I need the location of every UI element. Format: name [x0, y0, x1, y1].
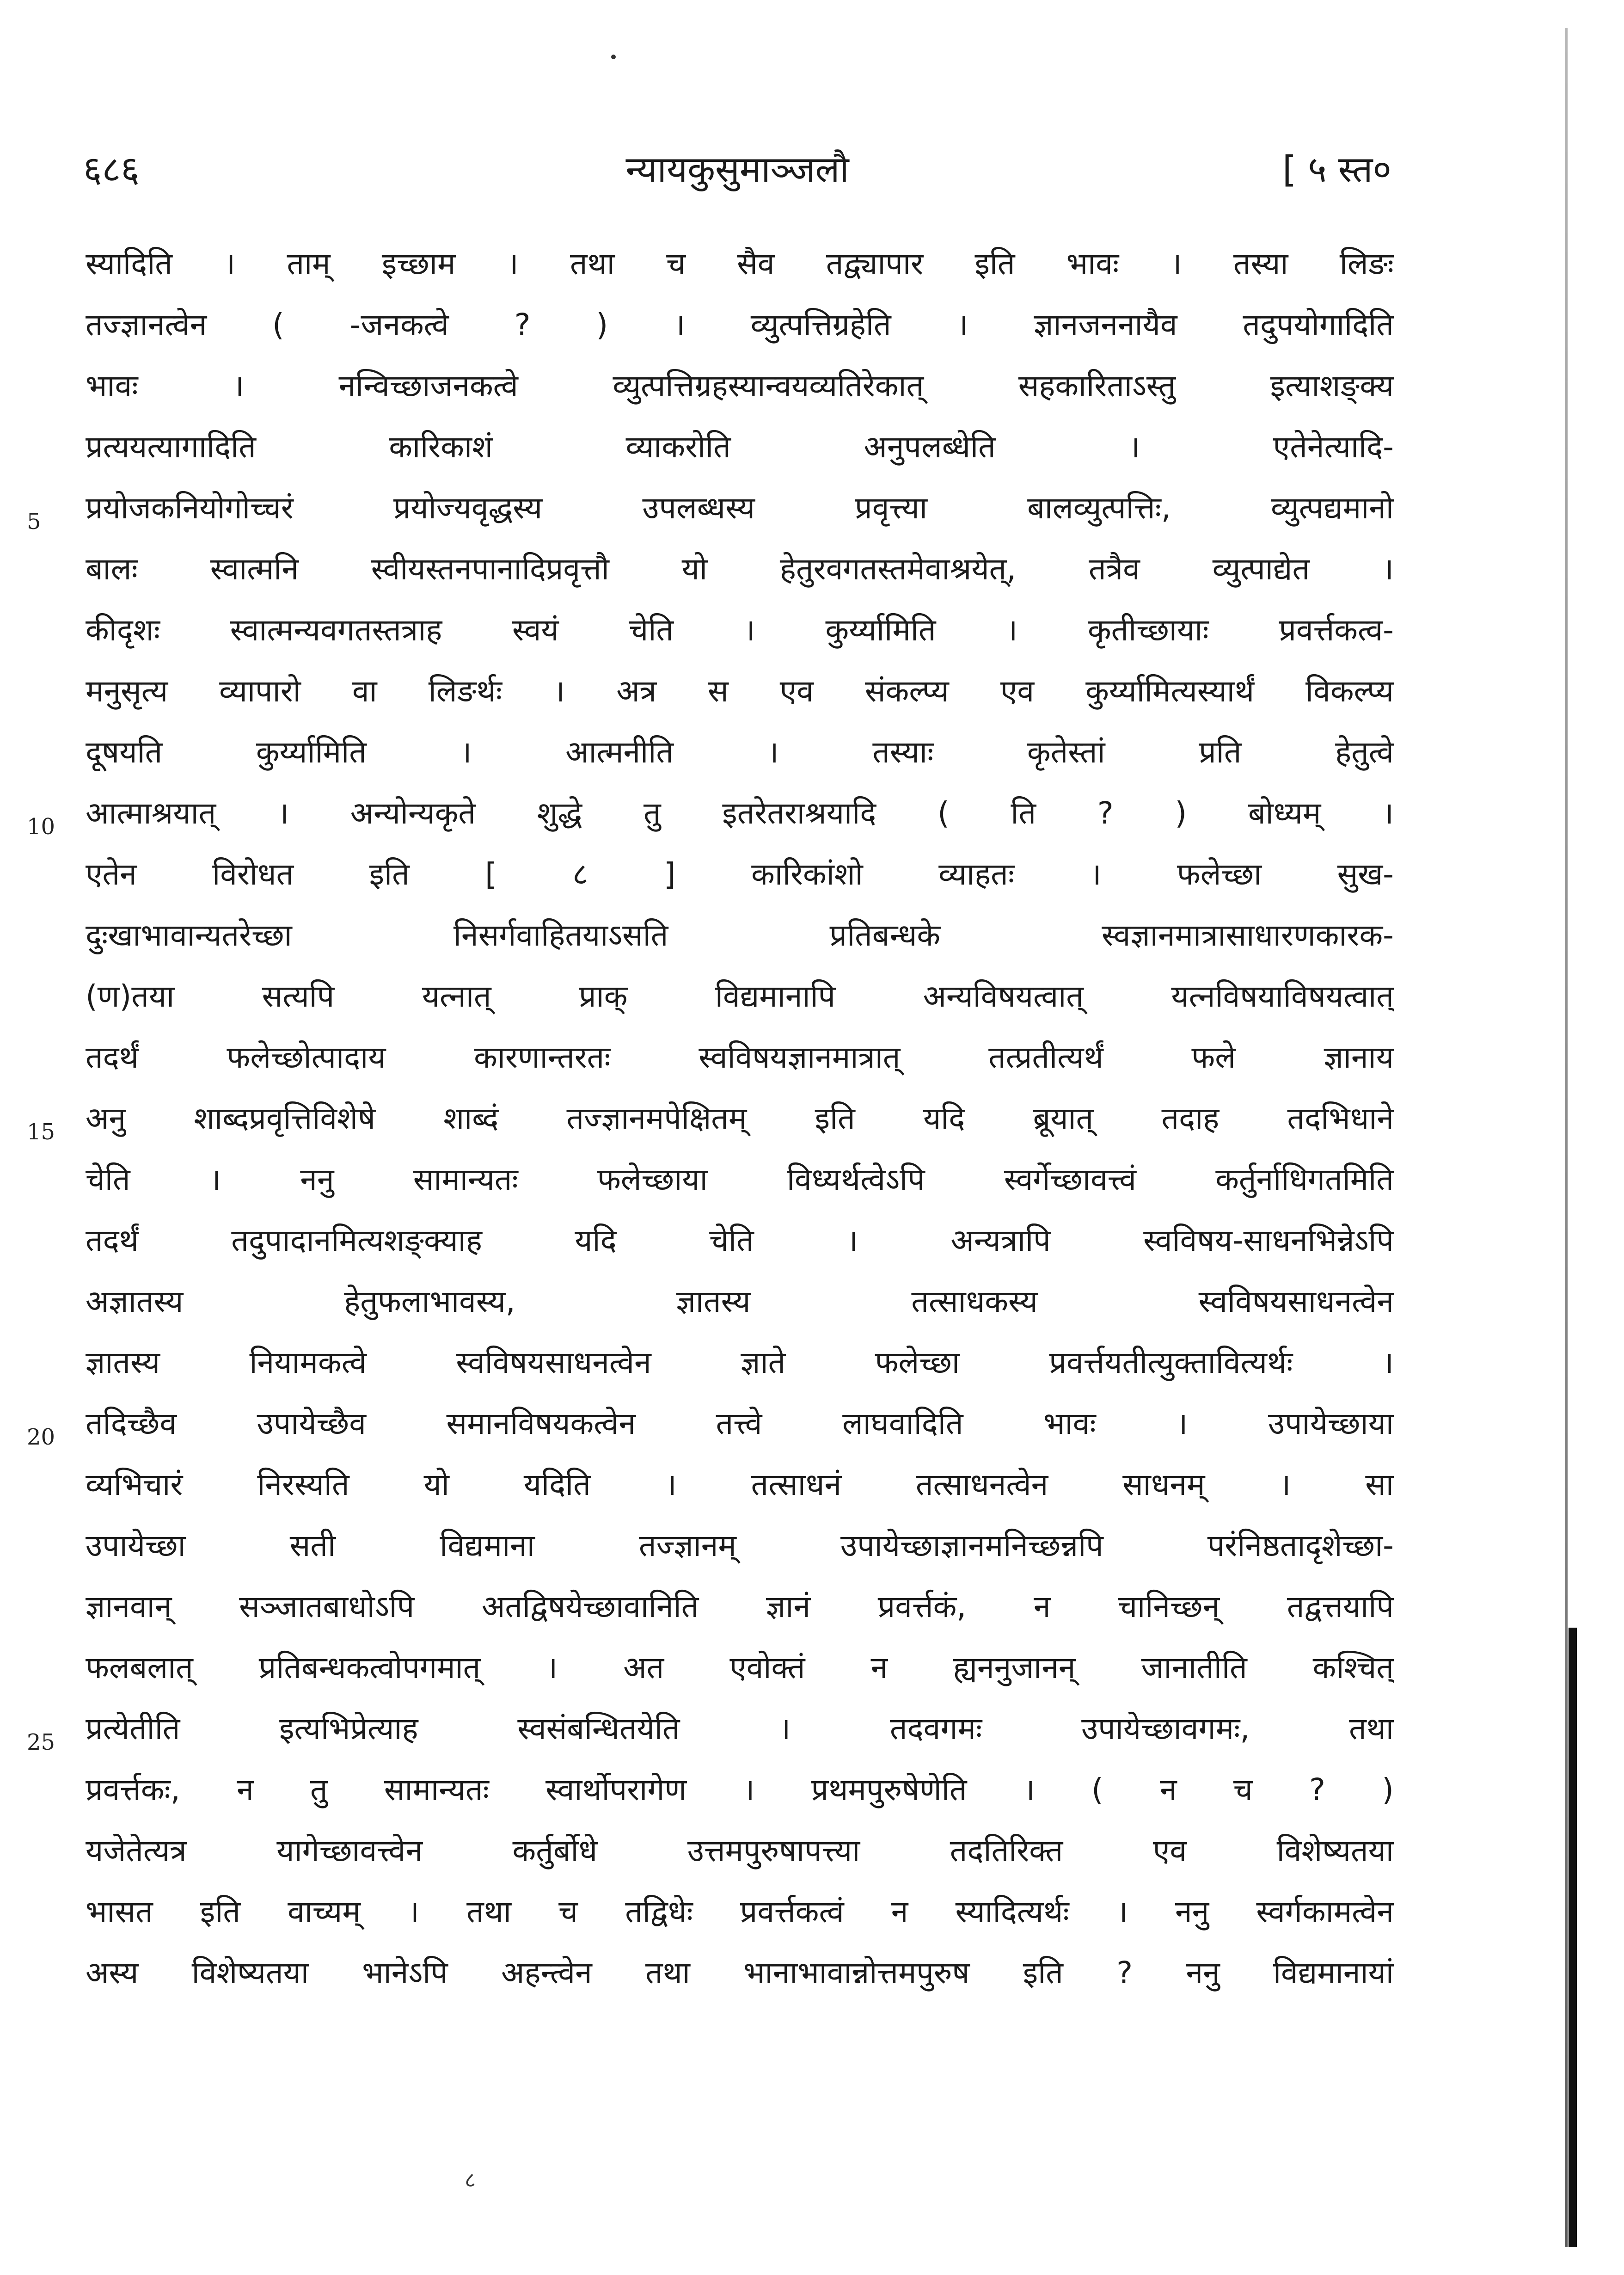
- text-line: एतेन विरोधत इति [ ८ ] कारिकांशो व्याहतः । फलेच्छा सुख-: [86, 856, 1394, 892]
- line-number: 15: [27, 1119, 55, 1145]
- text-line: प्रत्येतीति इत्यभिप्रेत्याह स्वसंबन्धितयेति । तदवगमः उपायेच्छावगमः, तथा: [86, 1711, 1394, 1746]
- text-line: बालः स्वात्मनि स्वीयस्तनपानादिप्रवृत्तौ यो हेतुरवगतस्तमेवाश्रयेत्, तत्रैव व्युत्पाद्येत ।: [86, 551, 1394, 587]
- text-line: प्रत्ययत्यागादिति कारिकाशं व्याकरोति अनुपलब्धेति । एतेनेत्यादि-: [86, 429, 1394, 465]
- text-line: तदर्थं फलेच्छोत्पादाय कारणान्तरतः स्वविषयज्ञानमात्रात् तत्प्रतीत्यर्थं फले ज्ञानाय: [86, 1039, 1394, 1075]
- page-number: ६८६: [83, 149, 140, 191]
- line-number: 10: [27, 814, 55, 840]
- text-line: चेति । ननु सामान्यतः फलेच्छाया विध्यर्थत्वेऽपि स्वर्गेच्छावत्त्वं कर्तुर्नाधिगतमिति: [86, 1162, 1394, 1197]
- text-line: व्यभिचारं निरस्यति यो यदिति । तत्साधनं तत्साधनत्वेन साधनम् । सा: [86, 1467, 1394, 1502]
- line-number: 25: [27, 1729, 55, 1755]
- text-line: प्रवर्त्तकः, न तु सामान्यतः स्वार्थोपरागेण । प्रथमपुरुषेणेति । ( न च ? ): [86, 1772, 1394, 1808]
- signature-mark: ८: [465, 2167, 476, 2192]
- text-line: अज्ञातस्य हेतुफलाभावस्य, ज्ञातस्य तत्साधकस्य स्वविषयसाधनत्वेन: [86, 1284, 1394, 1319]
- text-line: भावः । नन्विच्छाजनकत्वे व्युत्पत्तिग्रहस्यान्वयव्यतिरेकात् सहकारिताऽस्तु इत्याशङ्क्य: [86, 368, 1394, 404]
- text-line: मनुसृत्य व्यापारो वा लिङर्थः । अत्र स एव संकल्प्य एव कुर्य्यामित्यस्यार्थं विकल्प्य: [86, 673, 1394, 709]
- text-line: प्रयोजकनियोगोच्चरं प्रयोज्यवृद्धस्य उपलब्धस्य प्रवृत्त्या बालव्युत्पत्तिः, व्युत्पद्यमानो: [86, 490, 1394, 526]
- commentary-text: [86, 234, 1394, 2004]
- scan-edge-line: [1565, 28, 1568, 2247]
- text-line: भासत इति वाच्यम् । तथा च तद्विधेः प्रवर्त्तकत्वं न स्यादित्यर्थः । ननु स्वर्गकामत्वेन: [86, 1894, 1394, 1930]
- text-line: आत्माश्रयात् । अन्योन्यकृते शुद्धे तु इतरेतराश्रयादि ( ति ? ) बोध्यम् ।: [86, 795, 1394, 831]
- text-line: उपायेच्छा सती विद्यमाना तज्ज्ञानम् उपायेच्छाज्ञानमनिच्छन्नपि परंनिष्ठतादृशेच्छा-: [86, 1528, 1394, 1563]
- line-number: 20: [27, 1424, 55, 1450]
- text-line: यजेतेत्यत्र यागेच्छावत्त्वेन कर्तुर्बोधे उत्तमपुरुषापत्त्या तदतिरिक्त एव विशेष्यतया: [86, 1833, 1394, 1869]
- text-line: स्यादिति । ताम् इच्छाम । तथा च सैव तद्व्यापार इति भावः । तस्या लिङः: [86, 246, 1394, 282]
- text-line: तदर्थं तदुपादानमित्यशङ्क्याह यदि चेति । अन्यत्रापि स्वविषय-साधनभिन्नेऽपि: [86, 1223, 1394, 1258]
- text-line: फलबलात् प्रतिबन्धकत्वोपगमात् । अत एवोक्तं न ह्यननुजानन् जानातीति कश्चित्: [86, 1650, 1394, 1685]
- text-line: ज्ञानवान् सञ्जातबाधोऽपि अतद्विषयेच्छावानिति ज्ञानं प्रवर्त्तकं, न चानिच्छन् तद्वत्तयापि: [86, 1589, 1394, 1624]
- text-line: दुःखाभावान्यतरेच्छा निसर्गवाहितयाऽसति प्रतिबन्धके स्वज्ञानमात्रासाधारणकारक-: [86, 917, 1394, 953]
- scan-edge-shadow: [1569, 1628, 1577, 2247]
- text-line: (ण)तया सत्यपि यत्नात् प्राक् विद्यमानापि अन्यविषयत्वात् यत्नविषयाविषयत्वात्: [86, 978, 1394, 1014]
- text-line: कीदृशः स्वात्मन्यवगतस्तत्राह स्वयं चेति । कुर्य्यामिति । कृतीच्छायाः प्रवर्त्तकत्व-: [86, 612, 1394, 648]
- text-line: दूषयति कुर्य्यामिति । आत्मनीति । तस्याः कृतेस्तां प्रति हेतुत्वे: [86, 734, 1394, 770]
- page-header: [83, 143, 1391, 194]
- line-number: 5: [27, 509, 41, 535]
- text-line: ज्ञातस्य नियामकत्वे स्वविषयसाधनत्वेन ज्ञाते फलेच्छा प्रवर्त्तयतीत्युक्तावित्यर्थः ।: [86, 1345, 1394, 1380]
- text-line: तदिच्छैव उपायेच्छैव समानविषयकत्वेन तत्त्वे लाघवादिति भावः । उपायेच्छाया: [86, 1406, 1394, 1441]
- text-line: अस्य विशेष्यतया भानेऽपि अहन्त्वेन तथा भानाभावान्नोत्तमपुरुष इति ? ननु विद्यमानायां: [86, 1955, 1394, 1991]
- text-line: तज्ज्ञानत्वेन ( -जनकत्वे ? ) । व्युत्पत्तिग्रहेति । ज्ञानजननायैव तदुपयोगादिति: [86, 307, 1394, 343]
- text-line: अनु शाब्दप्रवृत्तिविशेषे शाब्दं तज्ज्ञानमपेक्षितम् इति यदि ब्रूयात् तदाह तदभिधाने: [86, 1101, 1394, 1136]
- ink-dot: [611, 55, 616, 59]
- running-title: न्यायकुसुमाञ्जलौ: [625, 149, 849, 191]
- section-marker: [ ५ स्त०: [1282, 149, 1391, 191]
